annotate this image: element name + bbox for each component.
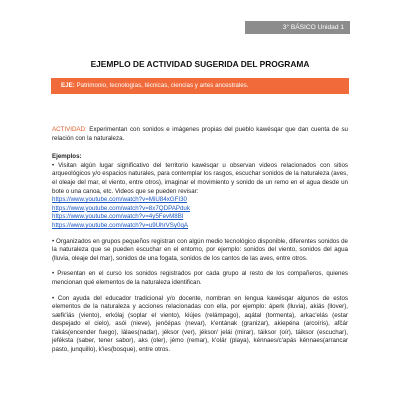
- example-paragraph-1: • Visitan algún lugar significativo del territorio kawésqar u observan videos relacionados con sitios arqueológicos y/o espacios naturales, para contemplar los rasgos, escuchar sonidos de la naturaleza (aves, el oleaje del mar, el viento, entre otros), imaginar el movimiento y sonido de un remo en el agua desde un bote o una canoa, etc. Videos que se pueden revisar:: [52, 161, 348, 195]
- axis-text: Patrimonio, tecnologías, técnicas, ciencias y artes ancestrales.: [76, 82, 249, 89]
- grade-badge: 3° BÁSICO Unidad 1: [245, 21, 350, 34]
- video-link-4[interactable]: https://www.youtube.com/watch?v=u9UhrVSy0qA: [52, 221, 189, 229]
- activity-label: ACTIVIDAD:: [52, 126, 87, 133]
- activity-text: Experimentan con sonidos e imágenes propias del pueblo kawésqar que dan cuenta de su relación con la naturaleza.: [52, 126, 348, 142]
- example-paragraph-3: • Presentan en el curso los sonidos registrados por cada grupo al resto de los compañeros, quienes mencionan qué elementos de la naturaleza identifican.: [52, 270, 348, 286]
- activity-content: [52, 126, 348, 355]
- page-title: EJEMPLO DE ACTIVIDAD SUGERIDA DEL PROGRAMA: [90, 59, 310, 69]
- examples-heading: Ejemplos:: [52, 153, 82, 161]
- video-link-1[interactable]: https://www.youtube.com/watch?v=MiU84xGFI30: [52, 196, 187, 204]
- example-paragraph-2: • Organizados en grupos pequeños registran con algún medio tecnológico disponible, diferentes sonidos de la naturaleza que se pueden escuchar en el entorno, por ejemplo: sonidos del viento, sonidos del agua (lluvia, oleaje del mar), sonidos de una fogata, sonidos de los cantos de las aves, entre otros.: [52, 237, 348, 262]
- axis-label: EJE:: [61, 82, 75, 89]
- activity-paragraph: [52, 126, 348, 143]
- video-link-3[interactable]: https://www.youtube.com/watch?v=4y5FevM8Bl: [52, 213, 184, 221]
- example-paragraph-4: • Con ayuda del educador tradicional y/o docente, nombran en lengua kawésqar algunos de estos elementos de la naturaleza y acciones relacionadas con ella, por ejemplo: áperk (lluvia), akiás (llover), sæfk'iás (viento), erkólaj (soplar el viento), kiújes (relámpago), aqátal (tormenta), arkac'elás (estar despejado el cielo), asói (nieve), jenčépas (nevar), k'entának (granizar), akiepéna (arcoíris), afčár t'akás(encender fuego), lálaes(nadar), jéksor (ver), jéksor/ jelái (mirar), táiksor (oír), táiksor (escuchar), jeféksta (saber, tener sabor), aks (oler), jémo (remar), k'olár (playa), kénnaes/c'apás kénnaes(arrancar pasto, junquillo), k'ies(bosque), entre otros.: [52, 294, 348, 354]
- video-link-2[interactable]: https://www.youtube.com/watch?v=8x7QDPAPduk: [52, 204, 190, 212]
- axis-banner: [51, 78, 349, 94]
- video-links: [52, 196, 348, 230]
